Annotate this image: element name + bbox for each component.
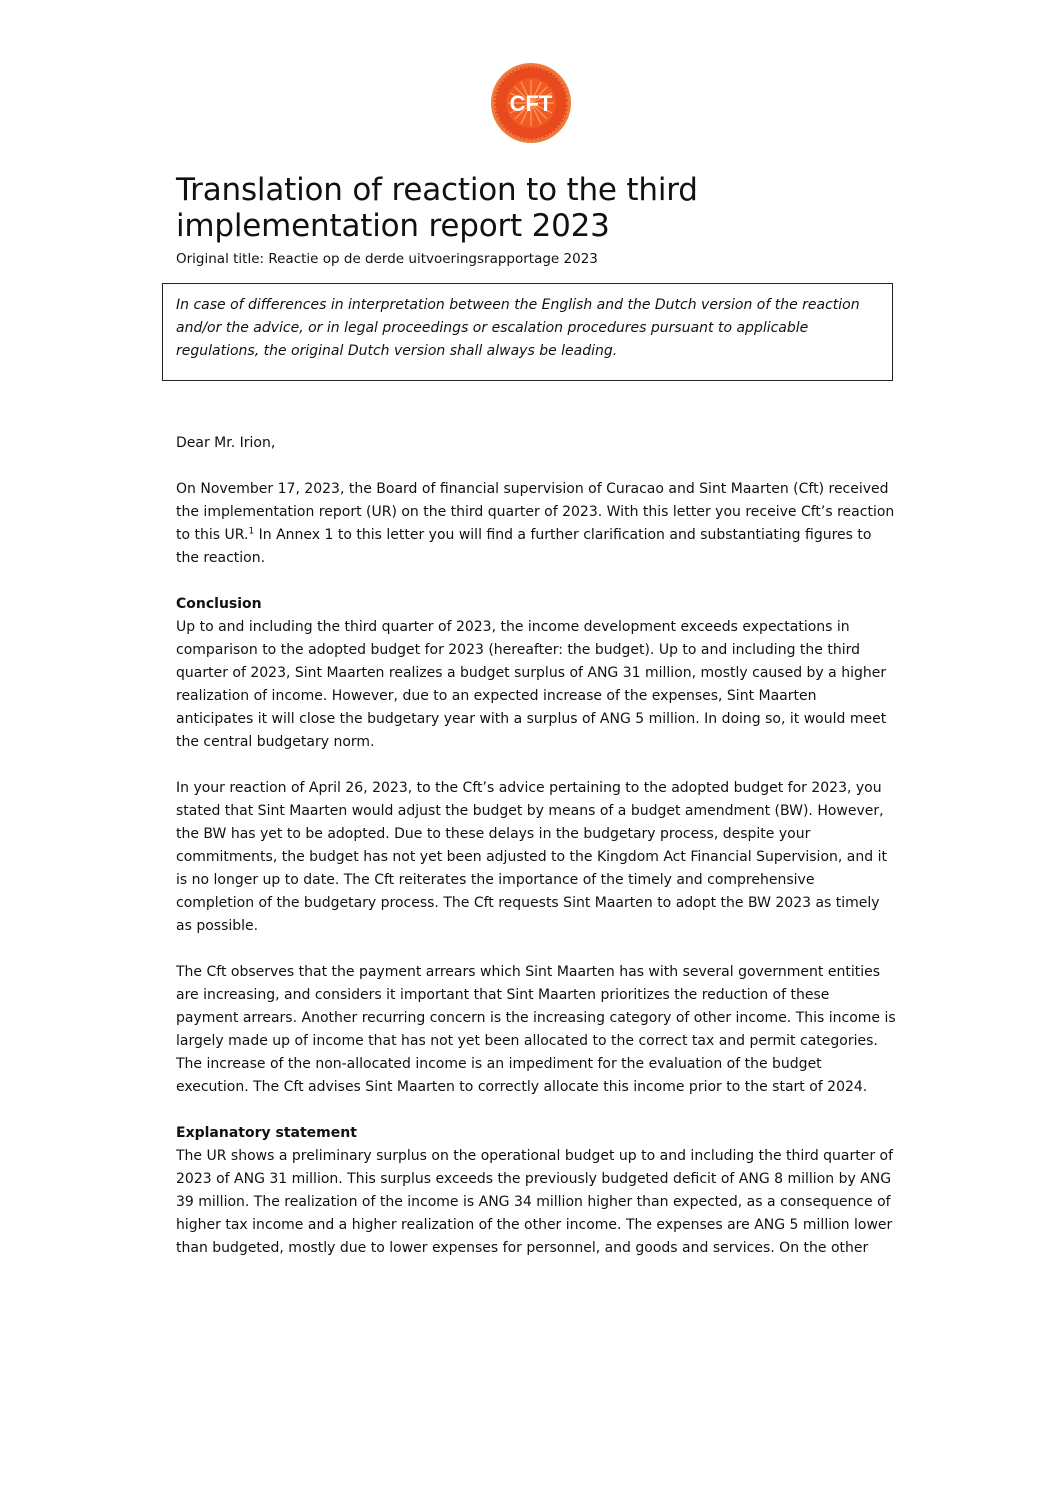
section-heading-conclusion: Conclusion [176,596,262,612]
intro-text-continued: In Annex 1 to this letter you will find a further clarification and substantiating figures to the reaction. [176,527,872,566]
explanatory-paragraph: The UR shows a preliminary surplus on the operational budget up to and including the third quarter of 2023 of ANG 31 million. This surplus exceeds the previously budgeted deficit of ANG 8 million by ANG 39 million. The realization of the income is ANG 34 million higher than expected, as a consequence of higher tax income and a higher realization of the other income. The expenses are ANG 5 million lower than budgeted, mostly due to lower expenses for personnel, and goods and services. On the other [176,1148,894,1256]
cft-logo [490,62,572,144]
cft-logo-icon [490,62,572,144]
salutation: Dear Mr. Irion, [176,435,276,451]
footnote-reference[interactable]: 1 [248,526,255,537]
document-title: Translation of reaction to the third implementation report 2023 [176,172,698,244]
conclusion-paragraph: In your reaction of April 26, 2023, to the Cft’s advice pertaining to the adopted budget for 2023, you stated that Sint Maarten would adjust the budget by means of a budget amendment (BW). However, the BW has yet to be adopted. Due to these delays in the budgetary process, despite your commitments, the budget has not yet been adjusted to the Kingdom Act Financial Supervision, and it is no longer up to date. The Cft reiterates the importance of the timely and comprehensive completion of the budgetary process. The Cft requests Sint Maarten to adopt the BW 2023 as timely as possible. [176,780,887,934]
intro-paragraph [176,478,896,570]
logo-text: CFT [509,91,553,116]
intro-text: On November 17, 2023, the Board of financial supervision of Curacao and Sint Maarten (Cft) received the implementation report (UR) on the third quarter of 2023. With this letter you receive Cft’s reaction to this UR. [176,481,895,543]
section-heading-explanatory: Explanatory statement [176,1125,357,1141]
disclaimer-box [162,283,893,381]
disclaimer-text: In case of differences in interpretation between the English and the Dutch version of the reaction and/or the advice, or in legal proceedings or escalation procedures pursuant to applicable regulations, the original Dutch version shall always be leading. [176,297,860,359]
letter-body [176,432,896,1283]
conclusion-paragraph: Up to and including the third quarter of 2023, the income development exceeds expectations in comparison to the adopted budget for 2023 (hereafter: the budget). Up to and including the third quarter of 2023, Sint Maarten realizes a budget surplus of ANG 31 million, mostly caused by a higher realization of income. However, due to an expected increase of the expenses, Sint Maarten anticipates it will close the budgetary year with a surplus of ANG 5 million. In doing so, it would meet the central budgetary norm. [176,619,887,750]
original-title: Original title: Reactie op de derde uitvoeringsrapportage 2023 [176,251,598,267]
conclusion-paragraph: The Cft observes that the payment arrears which Sint Maarten has with several government entities are increasing, and considers it important that Sint Maarten prioritizes the reduction of these payment arrears. Another recurring concern is the increasing category of other income. This income is largely made up of income that has not yet been allocated to the correct tax and permit categories. The increase of the non-allocated income is an impediment for the evaluation of the budget execution. The Cft advises Sint Maarten to correctly allocate this income prior to the start of 2024. [176,964,896,1095]
